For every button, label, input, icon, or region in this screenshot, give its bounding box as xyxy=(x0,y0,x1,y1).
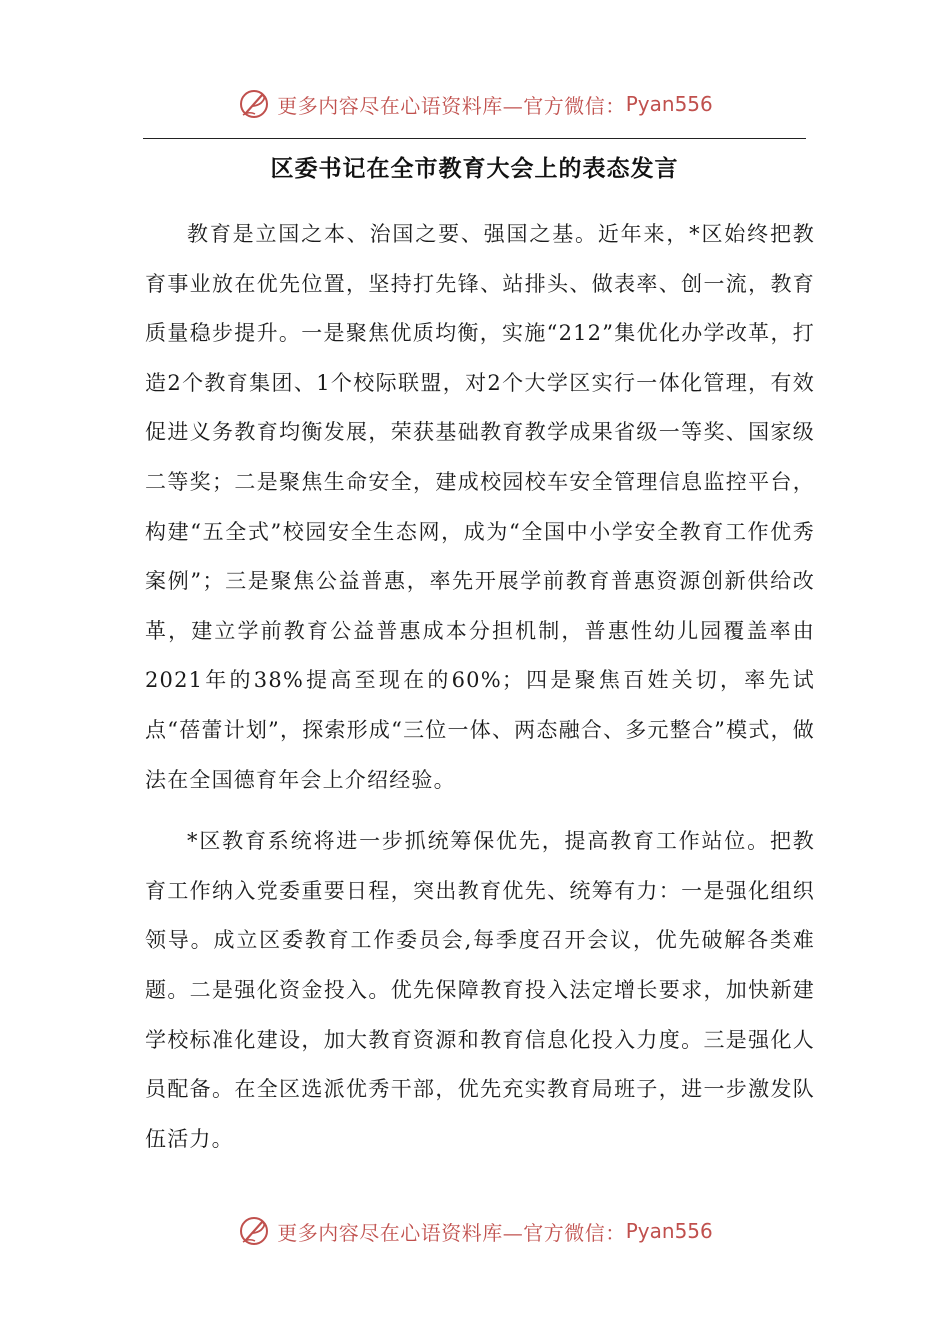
document-body xyxy=(145,210,815,1164)
footer-watermark xyxy=(0,1211,950,1251)
page-title: 区委书记在全市教育大会上的表态发言 xyxy=(270,156,679,182)
quill-pen-circle-icon xyxy=(237,1214,271,1248)
watermark-text: 更多内容尽在心语资料库—官方微信： xyxy=(277,1220,626,1245)
paragraph: *区教育系统将进一步抓统筹保优先，提高教育工作站位。把教育工作纳入党委重要日程，突出教育优先、统筹有力：一是强化组织领导。成立区委教育工作委员会,每季度召开会议，优先破解各类难题。二是强化资金投入。优先保障教育投入法定增长要求，加快新建学校标准化建设，加大教育资源和教育信息化投入力度。三是强化人员配备。在全区选派优秀干部，优先充实教育局班子，进一步激发队伍活力。 xyxy=(145,829,815,1151)
quill-pen-circle-icon xyxy=(237,87,271,121)
header-watermark xyxy=(0,84,950,124)
watermark-text: 更多内容尽在心语资料库—官方微信： xyxy=(277,93,626,118)
watermark-contact: Pyan556 xyxy=(625,92,713,116)
watermark-contact: Pyan556 xyxy=(625,1219,713,1243)
header-divider xyxy=(143,138,806,139)
paragraph: 教育是立国之本、治国之要、强国之基。近年来，*区始终把教育事业放在优先位置，坚持打先锋、站排头、做表率、创一流，教育质量稳步提升。一是聚焦优质均衡，实施“212”集优化办学改革，打造2个教育集团、1个校际联盟，对2个大学区实行一体化管理，有效促进义务教育均衡发展，荣获基础教育教学成果省级一等奖、国家级二等奖；二是聚焦生命安全，建成校园校车安全管理信息监控平台，构建“五全式”校园安全生态网，成为“全国中小学安全教育工作优秀案例”；三是聚焦公益普惠，率先开展学前教育普惠资源创新供给改革，建立学前教育公益普惠成本分担机制，普惠性幼儿园覆盖率由2021年的38%提高至现在的60%；四是聚焦百姓关切，率先试点“蓓蕾计划”，探索形成“三位一体、两态融合、多元整合”模式，做法在全国德育年会上介绍经验。 xyxy=(145,222,815,792)
